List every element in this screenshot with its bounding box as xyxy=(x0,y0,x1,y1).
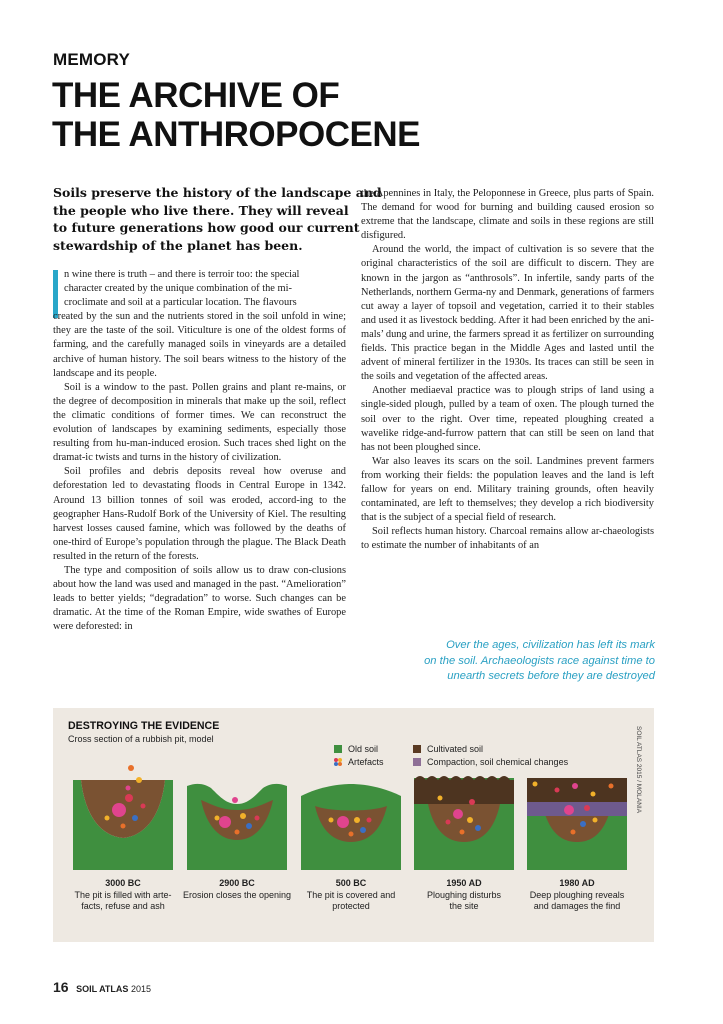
stage-caption-line: the site xyxy=(449,901,479,911)
artefact xyxy=(235,830,240,835)
stage-1950ad-diagram xyxy=(414,758,514,870)
dropcap-line: croclimate and soil at a particular location. The flavours xyxy=(64,297,297,309)
title-line-2: THE ANTHROPOCENE xyxy=(52,115,420,154)
artefact xyxy=(580,821,586,827)
body-paragraph: the Apennines in Italy, the Peloponnese in Greece, plus parts of Spain. The demand for wood for burning and building caused erosion so extreme that the landscape, climate and soils in these regions are still disfigured. xyxy=(361,188,654,242)
artefact xyxy=(572,783,578,789)
artefact xyxy=(360,827,366,833)
legend-label: Cultivated soil xyxy=(427,743,484,754)
artefact xyxy=(105,816,110,821)
body-paragraph: The type and composition of soils allow us to draw con-clusions about how the land was used and managed in the past. “Amelioration” leads to better yields; “degradation” to worse. Such changes can be dramatic. At the time of the Roman Empire, wide swathes of Europe were deforested: in xyxy=(53,564,346,633)
pull-quote-line: unearth secrets before they are destroyed xyxy=(447,670,655,683)
artefact xyxy=(255,816,260,821)
publication-year: 2015 xyxy=(130,984,151,994)
page-title xyxy=(52,76,472,154)
legend-label: Artefacts xyxy=(348,756,384,767)
artefact xyxy=(128,765,134,771)
artefact xyxy=(354,817,360,823)
cultivated-soil-swatch xyxy=(413,745,421,753)
artefact xyxy=(367,818,372,823)
lead-paragraph xyxy=(53,184,382,254)
legend-item-old-soil xyxy=(334,742,384,755)
infographic-subtitle: Cross section of a rubbish pit, model xyxy=(68,734,214,744)
stage-caption-500bc xyxy=(291,878,411,913)
artefact xyxy=(125,794,133,802)
artefact xyxy=(460,830,465,835)
artefact xyxy=(215,816,220,821)
dropcap-block xyxy=(53,268,346,310)
artefact xyxy=(584,805,590,811)
page-footer xyxy=(53,979,151,995)
section-kicker: MEMORY xyxy=(53,50,131,69)
artefact xyxy=(438,796,443,801)
body-paragraph: War also leaves its scars on the soil. Landmines prevent farmers from working their fields: the population leaves and the land is left fallow for years on end. Military training grounds, often heavily contaminated, are left to themselves; they develop a rich biodiversity that is the subject of a special field of research. xyxy=(361,455,654,524)
artefact xyxy=(141,804,146,809)
stage-3000bc-diagram xyxy=(73,758,173,870)
artefact xyxy=(219,816,231,828)
artefact xyxy=(121,824,126,829)
artefact xyxy=(337,816,349,828)
stage-year: 500 BC xyxy=(335,878,367,888)
stage-caption-2900bc xyxy=(177,878,297,901)
body-paragraph: created by the sun and the nutrients stored in the soil unfold in wine; they are the taste of the soil. Viticulture is one of the oldest forms of farming, and the carefully managed soils in vineyards are a detailed archive of human history. The soil bears witness to the history of the landscape and its people. xyxy=(53,311,346,379)
artefact xyxy=(609,784,614,789)
stage-1980ad-diagram xyxy=(527,758,627,870)
artefact xyxy=(467,817,473,823)
pull-quote-line: Over the ages, civilization has left its mark xyxy=(446,639,655,651)
stage-caption-line: Erosion closes the opening xyxy=(182,889,292,900)
dropcap-line: n wine there is truth – and there is terroir too: the special xyxy=(64,269,300,280)
legend-item-cultivated-soil xyxy=(413,742,568,755)
stage-caption-1980ad xyxy=(517,878,637,913)
artefact xyxy=(469,799,475,805)
legend-label: Old soil xyxy=(348,743,379,754)
artefact xyxy=(571,830,576,835)
page-number: 16 xyxy=(53,979,69,995)
pull-quote-line: on the soil. Archaeologists race against time to xyxy=(424,654,655,667)
stage-caption-line: Ploughing disturbs xyxy=(426,889,502,900)
stage-caption-3000bc xyxy=(63,878,183,913)
artefact xyxy=(593,818,598,823)
dropcap-line: character created by the unique combination of the mi- xyxy=(64,283,292,295)
artefact xyxy=(126,786,131,791)
stage-caption-line: The pit is covered and xyxy=(306,889,396,900)
stage-caption-line: The pit is filled with arte- xyxy=(74,889,172,900)
legend-label: Compaction, soil chemical changes xyxy=(427,756,569,767)
pull-quote xyxy=(405,638,655,685)
stage-500bc-diagram xyxy=(301,758,401,870)
artefact xyxy=(240,813,246,819)
artefact xyxy=(132,815,138,821)
artefact xyxy=(555,788,560,793)
stage-caption-line: Deep ploughing reveals xyxy=(529,889,625,900)
artefact xyxy=(246,823,252,829)
stage-year: 1980 AD xyxy=(559,878,595,888)
artefact xyxy=(136,777,142,783)
infographic-credit: SOIL ATLAS 2015 / MOLANIA xyxy=(635,726,642,814)
body-paragraph: Soil reflects human history. Charcoal remains allow ar-chaeologists to estimate the number of inhabitants of an xyxy=(361,526,654,552)
title-line-1: THE ARCHIVE OF xyxy=(52,76,340,115)
artefact xyxy=(453,809,463,819)
artefact xyxy=(533,782,538,787)
artefact xyxy=(112,803,126,817)
cultivated-layer xyxy=(527,778,627,802)
body-column-right xyxy=(361,187,654,553)
body-paragraph: Soil profiles and debris deposits reveal how overuse and deforestation led to devastating floods in Central Europe in 1342. Around 13 billion tonnes of soil was eroded, accord-ing to the geographer Hans-Rudolf Bork of the University of Kiel. The resulting harvest losses caused famine, which was followed by the deaths of one-third of Europe’s population through the plague. The Black Death resulted in the return of the forests. xyxy=(53,466,346,562)
artefact xyxy=(564,805,574,815)
artefact xyxy=(475,825,481,831)
stage-year: 3000 BC xyxy=(105,878,141,888)
compaction-layer xyxy=(527,802,627,816)
body-paragraph: Another mediaeval practice was to plough strips of land using a single-sided plough, pulled by a team of oxen. The plough turned the soil over to the right. Over time, repeated ploughing created a wavelike ridge-and-furrow pattern that can still be seen on land that has not been ploughed since. xyxy=(361,385,654,453)
stage-year: 2900 BC xyxy=(219,878,255,888)
artefact xyxy=(349,832,354,837)
artefact xyxy=(446,820,451,825)
stage-caption-line: protected xyxy=(332,901,370,911)
body-paragraph: Soil is a window to the past. Pollen grains and plant re-mains, or the degree of decomposition in minerals that make up the soil, reflect the climatic conditions of former times. We can reconstruct the evolution of landscapes by examining sediments, especially those resulting from hu-man-induced erosion. Such traces shed light on the dramat-ic twists and turns in the history of civilization. xyxy=(53,381,346,464)
cultivated-layer xyxy=(414,776,514,804)
infographic-title: DESTROYING THE EVIDENCE xyxy=(68,720,220,732)
lead-line: Soils preserve the history of the landscape and xyxy=(53,185,382,200)
body-paragraph: Around the world, the impact of cultivation is so severe that the original characteristics of the soil are difficult to discern. They are known in the jargon as “anthrosols”. In infertile, sandy parts of the Netherlands, northern Germa-ny and Denmark, generations of farmers cut away a layer of topsoil and vegetation, carried it to their stables and used it as livestock bedding. After it had been enriched by the ani-mals’ dung and urine, the farmers spread it as fertilizer on surrounding fields. This practice began in the Middle Ages and lasted until the advent of mineral fertilizer in the 1930s. Its traces can still be seen in the soils and vegetation of the affected areas. xyxy=(361,244,654,383)
stage-year: 1950 AD xyxy=(446,878,482,888)
lead-line: to future generations how good our current xyxy=(53,220,360,236)
lead-line: stewardship of the planet has been. xyxy=(53,237,303,253)
stage-caption-line: and damages the find xyxy=(533,901,621,911)
lead-line: the people who live there. They will reveal xyxy=(53,202,349,218)
artefact xyxy=(232,797,238,803)
stage-caption-line: facts, refuse and ash xyxy=(81,901,165,911)
stage-caption-1950ad xyxy=(404,878,524,913)
artefact xyxy=(329,818,334,823)
publication-name: SOIL ATLAS xyxy=(76,984,129,994)
old-soil-swatch xyxy=(334,745,342,753)
body-column-left xyxy=(53,268,346,634)
artefact xyxy=(591,792,596,797)
stage-2900bc-diagram xyxy=(187,758,287,870)
